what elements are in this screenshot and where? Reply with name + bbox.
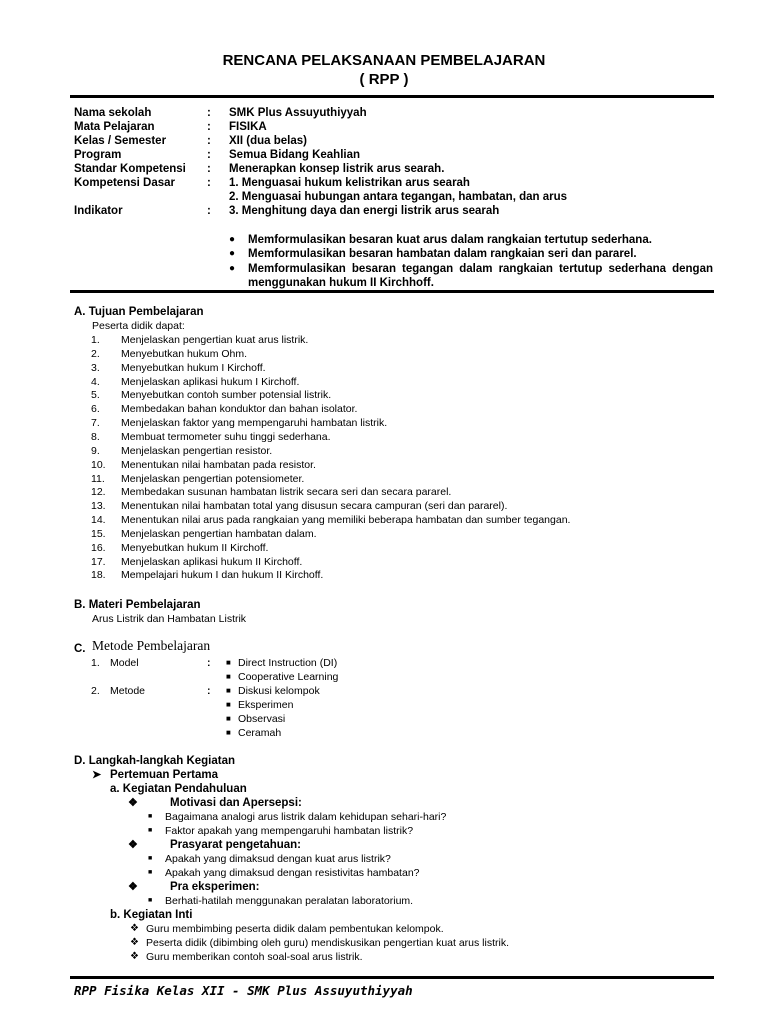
model-number: 1. (91, 657, 100, 669)
section-c-letter: C. (74, 643, 86, 655)
list-text: Membedakan bahan konduktor dan bahan isolator. (121, 403, 358, 416)
kd-3: 3. Menghitung daya dan energi listrik arus searah (229, 205, 500, 217)
square-bullet-icon: ■ (148, 897, 153, 904)
identity-label: Standar Kompetensi (74, 163, 186, 175)
identity-value: FISIKA (229, 121, 267, 133)
list-text: Menjelaskan pengertian kuat arus listrik. (121, 334, 309, 346)
list-text: Menyebutkan contoh sumber potensial listrik. (121, 389, 332, 402)
identity-value: Semua Bidang Keahlian (229, 149, 361, 161)
colon: : (207, 205, 211, 217)
bullet-icon: ● (229, 263, 236, 274)
identity-label: Mata Pelajaran (74, 121, 155, 133)
colon: : (207, 685, 211, 697)
document-subtitle: ( RPP ) (359, 71, 409, 88)
square-bullet-icon: ■ (226, 700, 231, 709)
colon: : (207, 135, 211, 147)
list-text: Mempelajari hukum I dan hukum II Kirchoff. (121, 569, 324, 582)
diamond-icon: ❖ (130, 937, 139, 948)
list-number: 3. (91, 361, 100, 374)
list-text: Eksperimen (238, 699, 294, 711)
list-number: 18. (91, 569, 106, 582)
identity-value: XII (dua belas) (229, 135, 307, 147)
subheading-text: Motivasi dan Apersepsi: (170, 797, 302, 809)
list-number: 2. (91, 347, 100, 360)
list-text: Menjelaskan faktor yang mempengaruhi hambatan listrik. (121, 417, 388, 430)
section-a-heading: A. Tujuan Pembelajaran (74, 306, 204, 318)
indikator-text: Memformulasikan besaran kuat arus dalam rangkaian tertutup sederhana. (248, 234, 652, 246)
list-text: Menjelaskan aplikasi hukum I Kirchoff. (121, 375, 300, 388)
list-text: Menyebutkan hukum Ohm. (121, 347, 248, 360)
identity-label: Kelas / Semester (74, 135, 167, 147)
diamond-icon: ❖ (128, 881, 138, 893)
list-number: 8. (91, 430, 100, 443)
colon: : (207, 107, 211, 119)
list-number: 14. (91, 514, 106, 527)
list-number: 12. (91, 486, 106, 499)
list-text: Membuat termometer suhu tinggi sederhana. (121, 430, 331, 443)
square-bullet-icon: ■ (226, 686, 231, 695)
indikator-text: Memformulasikan besaran hambatan dalam rangkaian seri dan pararel. (248, 248, 637, 260)
list-text: Menjelaskan pengertian hambatan dalam. (121, 527, 317, 540)
subheading-text: Pra eksperimen: (170, 881, 260, 893)
arrow-icon: ➤ (92, 769, 102, 781)
indikator-text: menggunakan hukum II Kirchhoff. (248, 277, 434, 289)
colon: : (207, 163, 211, 175)
list-text: Faktor apakah yang mempengaruhi hambatan listrik? (165, 825, 414, 837)
colon: : (207, 149, 211, 161)
kegiatan-inti-heading: b. Kegiatan Inti (110, 909, 193, 921)
model-label: Model (110, 657, 139, 669)
list-text: Observasi (238, 713, 286, 725)
footer-text: RPP Fisika Kelas XII - SMK Plus Assuyuthiyyah (74, 983, 413, 998)
list-text: Apakah yang dimaksud dengan resistivitas hambatan? (165, 867, 420, 879)
top-rule (70, 95, 714, 98)
list-number: 11. (91, 472, 105, 485)
indikator-text: Memformulasikan besaran tegangan dalam rangkaian tertutup sederhana dengan (248, 263, 713, 275)
kd-2: 2. Menguasai hubungan antara tegangan, hambatan, dan arus (229, 191, 568, 203)
list-number: 10. (91, 458, 106, 471)
section-a-intro: Peserta didik dapat: (92, 320, 185, 332)
section-b-heading: B. Materi Pembelajaran (74, 599, 201, 611)
identity-value: Menerapkan konsep listrik arus searah. (229, 163, 445, 175)
list-number: 13. (91, 500, 106, 513)
list-text: Menjelaskan aplikasi hukum II Kirchoff. (121, 555, 303, 568)
square-bullet-icon: ■ (226, 714, 231, 723)
section-b-text: Arus Listrik dan Hambatan Listrik (92, 613, 247, 625)
kegiatan-pendahuluan-heading: a. Kegiatan Pendahuluan (110, 783, 247, 795)
diamond-icon: ❖ (130, 923, 139, 934)
identity-label: Kompetensi Dasar (74, 177, 175, 189)
square-bullet-icon: ■ (148, 869, 153, 876)
list-text: Menyebutkan hukum I Kirchoff. (121, 361, 266, 374)
list-number: 16. (91, 541, 106, 554)
mid-rule (70, 290, 714, 293)
list-text: Menentukan nilai hambatan pada resistor. (121, 458, 316, 471)
section-d-heading: D. Langkah-langkah Kegiatan (74, 755, 236, 767)
section-c-heading: Metode Pembelajaran (92, 638, 211, 653)
diamond-icon: ❖ (128, 839, 138, 851)
list-text: Menjelaskan pengertian resistor. (121, 444, 273, 457)
list-text: Menjelaskan pengertian potensiometer. (121, 472, 305, 485)
list-text: Cooperative Learning (238, 671, 339, 683)
identity-value: SMK Plus Assuyuthiyyah (229, 107, 367, 119)
document-title: RENCANA PELAKSANAAN PEMBELAJARAN (222, 52, 546, 69)
diamond-icon: ❖ (128, 797, 138, 809)
diamond-icon: ❖ (130, 951, 139, 962)
bullet-icon: ● (229, 248, 236, 259)
footer-rule (70, 976, 714, 979)
list-text: Menentukan nilai hambatan total yang disusun secara campuran (seri dan pararel). (121, 500, 508, 513)
list-number: 9. (91, 444, 100, 457)
list-text: Ceramah (238, 727, 282, 739)
list-number: 6. (91, 403, 100, 416)
list-number: 17. (91, 555, 106, 568)
colon: : (207, 177, 211, 189)
pertemuan-label: Pertemuan Pertama (110, 769, 219, 781)
identity-value: 1. Menguasai hukum kelistrikan arus searah (229, 177, 470, 189)
list-text: Menyebutkan hukum II Kirchoff. (121, 541, 269, 554)
list-number: 5. (91, 389, 100, 402)
metode-label: Metode (110, 685, 146, 697)
list-text: Direct Instruction (DI) (238, 657, 338, 669)
list-number: 4. (91, 375, 100, 388)
list-text: Peserta didik (dibimbing oleh guru) mendiskusikan pengertian kuat arus listrik. (146, 937, 510, 949)
list-text: Bagaimana analogi arus listrik dalam kehidupan sehari-hari? (165, 811, 447, 823)
list-text: Membedakan susunan hambatan listrik secara seri dan secara pararel. (121, 486, 452, 499)
metode-number: 2. (91, 685, 100, 697)
list-text: Apakah yang dimaksud dengan kuat arus listrik? (165, 853, 391, 865)
identity-label: Program (74, 149, 122, 161)
bullet-icon: ● (229, 234, 236, 245)
list-text: Diskusi kelompok (238, 685, 320, 697)
colon: : (207, 657, 211, 669)
square-bullet-icon: ■ (148, 827, 153, 834)
square-bullet-icon: ■ (226, 672, 231, 681)
subheading-text: Prasyarat pengetahuan: (170, 839, 302, 851)
colon: : (207, 121, 211, 133)
list-text: Menentukan nilai arus pada rangkaian yang memiliki beberapa hambatan dan sumber tegangan. (121, 514, 571, 527)
square-bullet-icon: ■ (148, 855, 153, 862)
list-number: 1. (91, 334, 100, 346)
list-number: 15. (91, 527, 106, 540)
square-bullet-icon: ■ (226, 658, 231, 667)
square-bullet-icon: ■ (148, 813, 153, 820)
list-text: Berhati-hatilah menggunakan peralatan laboratorium. (165, 895, 414, 907)
indikator-label: Indikator (74, 205, 123, 217)
list-text: Guru membimbing peserta didik dalam pembentukan kelompok. (146, 923, 444, 935)
identity-label: Nama sekolah (74, 107, 152, 119)
list-text: Guru memberikan contoh soal-soal arus listrik. (146, 951, 363, 963)
list-number: 7. (91, 417, 100, 430)
square-bullet-icon: ■ (226, 728, 231, 737)
